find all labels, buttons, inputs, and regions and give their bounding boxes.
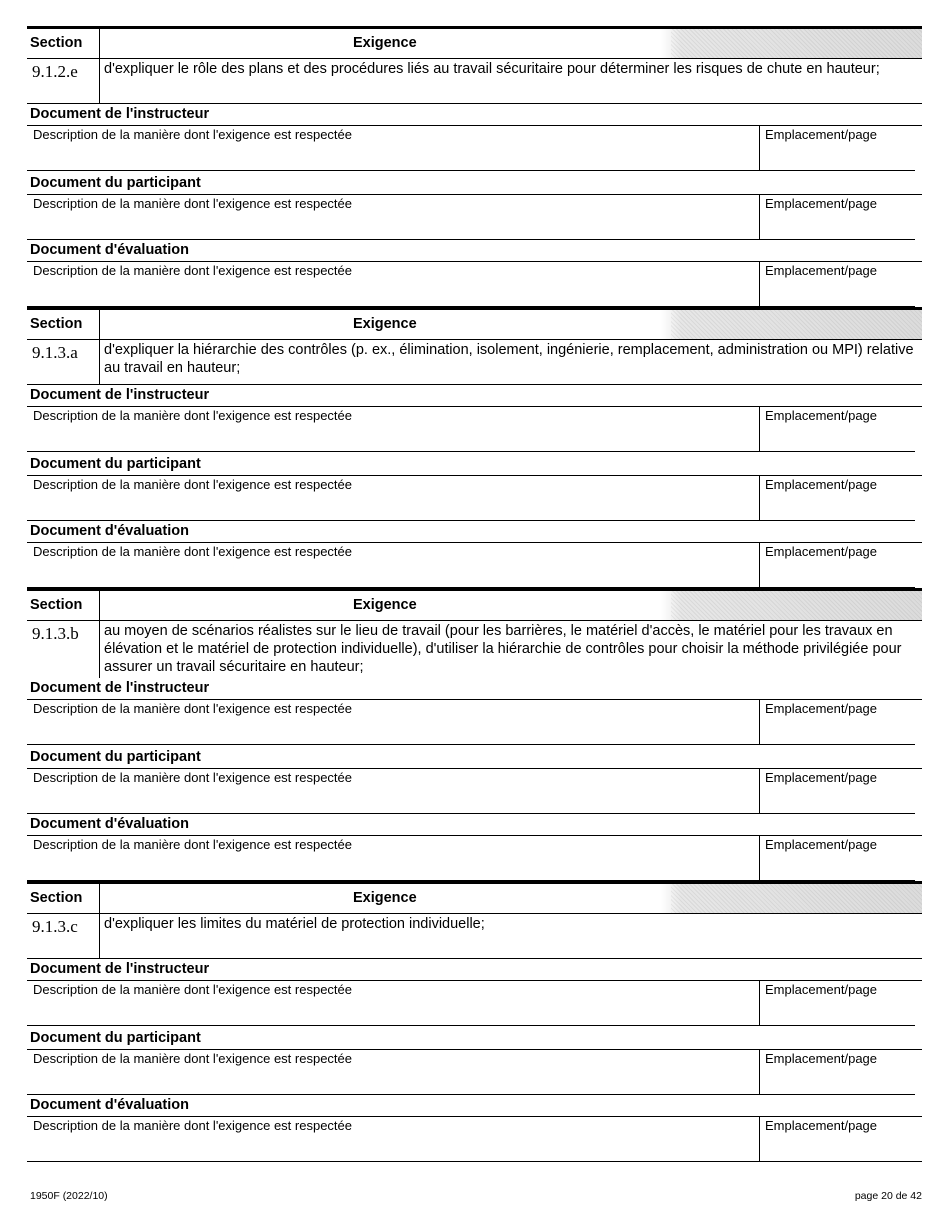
location-field[interactable]: Emplacement/page bbox=[759, 126, 915, 170]
doc-title-instructor: Document de l'instructeur bbox=[27, 678, 922, 700]
doc-fields bbox=[27, 836, 915, 881]
requirement-block bbox=[27, 881, 922, 1162]
requirement-row bbox=[27, 59, 922, 104]
requirement-text: au moyen de scénarios réalistes sur le lieu de travail (pour les barrières, le matériel d'accès, le matériel pour les travaux en élévation et le matériel de protection individuelle), d'utiliser la hiérarchie de contrôles pour choisir la méthode privilégiée pour assurer un travail sécuritaire en hauteur; bbox=[104, 623, 902, 675]
location-field[interactable]: Emplacement/page bbox=[759, 769, 915, 813]
block-header bbox=[27, 591, 922, 621]
description-field[interactable]: Description de la manière dont l'exigence est respectée bbox=[33, 408, 352, 423]
location-field[interactable]: Emplacement/page bbox=[759, 476, 915, 520]
requirement-text: d'expliquer le rôle des plans et des procédures liés au travail sécuritaire pour déterminer les risques de chute en hauteur; bbox=[104, 61, 880, 77]
doc-title-participant: Document du participant bbox=[27, 1028, 922, 1050]
doc-title-evaluation: Document d'évaluation bbox=[27, 521, 922, 543]
location-field[interactable]: Emplacement/page bbox=[759, 407, 915, 451]
location-field[interactable]: Emplacement/page bbox=[759, 262, 915, 306]
location-field[interactable]: Emplacement/page bbox=[759, 195, 915, 239]
doc-fields bbox=[27, 981, 915, 1026]
description-field[interactable]: Description de la manière dont l'exigence est respectée bbox=[33, 127, 352, 142]
description-field[interactable]: Description de la manière dont l'exigence est respectée bbox=[33, 982, 352, 997]
doc-fields bbox=[27, 700, 915, 745]
doc-fields bbox=[27, 476, 915, 521]
doc-fields bbox=[27, 262, 915, 307]
section-header: Section bbox=[27, 884, 100, 913]
requirement-row bbox=[27, 914, 922, 959]
doc-title-evaluation: Document d'évaluation bbox=[27, 1095, 922, 1117]
location-field[interactable]: Emplacement/page bbox=[759, 836, 915, 880]
requirement-row bbox=[27, 340, 922, 385]
location-field[interactable]: Emplacement/page bbox=[759, 1117, 922, 1161]
doc-title-participant: Document du participant bbox=[27, 747, 922, 769]
exigence-header: Exigence bbox=[101, 884, 922, 913]
requirement-block bbox=[27, 588, 922, 881]
description-field[interactable]: Description de la manière dont l'exigence est respectée bbox=[33, 544, 352, 559]
section-code: 9.1.3.c bbox=[27, 914, 100, 958]
description-field[interactable]: Description de la manière dont l'exigence est respectée bbox=[33, 196, 352, 211]
doc-fields bbox=[27, 195, 915, 240]
description-field[interactable]: Description de la manière dont l'exigence est respectée bbox=[33, 770, 352, 785]
doc-title-instructor: Document de l'instructeur bbox=[27, 104, 922, 126]
block-header bbox=[27, 29, 922, 59]
form-id: 1950F (2022/10) bbox=[30, 1190, 108, 1202]
description-field[interactable]: Description de la manière dont l'exigence est respectée bbox=[33, 837, 352, 852]
description-field[interactable]: Description de la manière dont l'exigence est respectée bbox=[33, 1118, 352, 1133]
section-code: 9.1.3.b bbox=[27, 621, 100, 678]
doc-title-instructor: Document de l'instructeur bbox=[27, 959, 922, 981]
doc-title-evaluation: Document d'évaluation bbox=[27, 240, 922, 262]
doc-fields bbox=[27, 1117, 922, 1162]
description-field[interactable]: Description de la manière dont l'exigence est respectée bbox=[33, 1051, 352, 1066]
exigence-header: Exigence bbox=[101, 29, 922, 58]
doc-title-instructor: Document de l'instructeur bbox=[27, 385, 922, 407]
requirement-text: d'expliquer la hiérarchie des contrôles (p. ex., élimination, isolement, ingénierie, remplacement, administration ou MPI) relative au travail en hauteur; bbox=[104, 342, 914, 376]
section-code: 9.1.3.a bbox=[27, 340, 100, 384]
page-number: page 20 de 42 bbox=[854, 1190, 922, 1202]
doc-title-participant: Document du participant bbox=[27, 173, 922, 195]
description-field[interactable]: Description de la manière dont l'exigence est respectée bbox=[33, 263, 352, 278]
requirement-block bbox=[27, 307, 922, 588]
requirement-block bbox=[27, 26, 922, 307]
exigence-header: Exigence bbox=[101, 591, 922, 620]
section-header: Section bbox=[27, 310, 100, 339]
location-field[interactable]: Emplacement/page bbox=[759, 981, 915, 1025]
block-header bbox=[27, 884, 922, 914]
block-header bbox=[27, 310, 922, 340]
doc-fields bbox=[27, 769, 915, 814]
doc-title-participant: Document du participant bbox=[27, 454, 922, 476]
section-header: Section bbox=[27, 29, 100, 58]
description-field[interactable]: Description de la manière dont l'exigence est respectée bbox=[33, 701, 352, 716]
doc-fields bbox=[27, 126, 915, 171]
doc-fields bbox=[27, 543, 915, 588]
requirement-text: d'expliquer les limites du matériel de protection individuelle; bbox=[104, 916, 485, 932]
section-header: Section bbox=[27, 591, 100, 620]
location-field[interactable]: Emplacement/page bbox=[759, 543, 915, 587]
requirements-form bbox=[27, 26, 922, 1162]
location-field[interactable]: Emplacement/page bbox=[759, 700, 915, 744]
doc-title-evaluation: Document d'évaluation bbox=[27, 814, 922, 836]
doc-fields bbox=[27, 1050, 915, 1095]
section-code: 9.1.2.e bbox=[27, 59, 100, 103]
description-field[interactable]: Description de la manière dont l'exigence est respectée bbox=[33, 477, 352, 492]
location-field[interactable]: Emplacement/page bbox=[759, 1050, 915, 1094]
exigence-header: Exigence bbox=[101, 310, 922, 339]
doc-fields bbox=[27, 407, 915, 452]
requirement-row bbox=[27, 621, 922, 678]
